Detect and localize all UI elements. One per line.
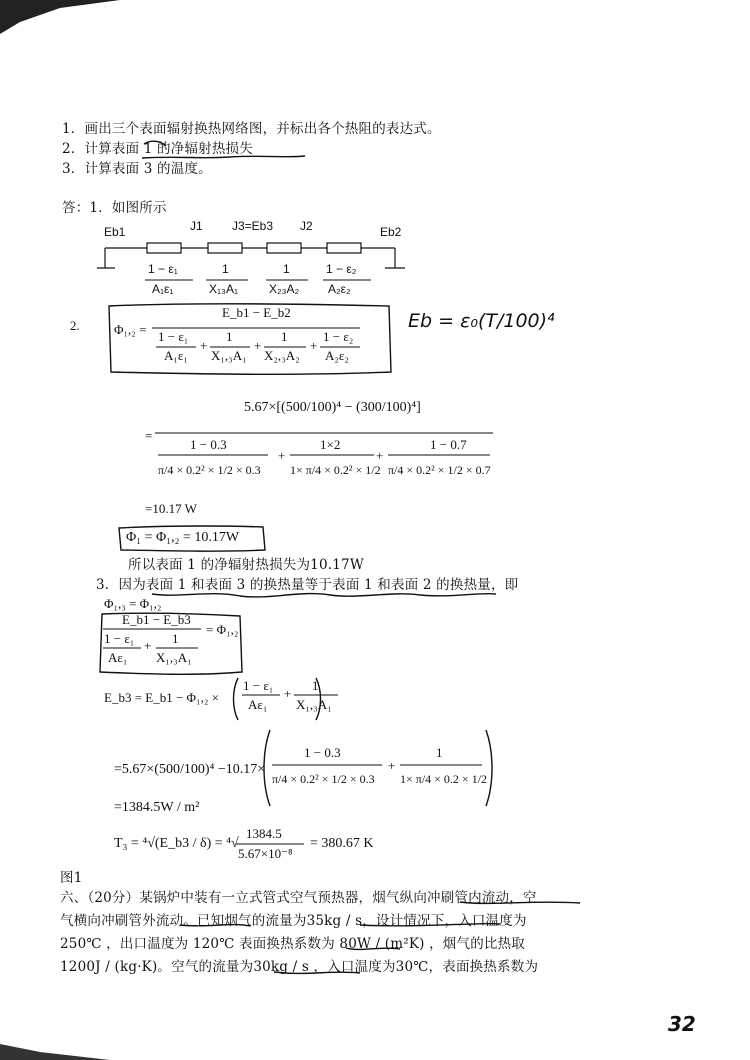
eb3-lhs: E_b3 = E_b1 − Φ₁,₂ × bbox=[104, 690, 219, 705]
eb3-t1-num: 1 − ε₁ bbox=[243, 678, 274, 693]
eb3-t2-num: 1 bbox=[312, 678, 319, 693]
r4-num: 1 − ε₂ bbox=[326, 262, 357, 276]
question-3: 3．计算表面 3 的温度。 bbox=[62, 161, 212, 177]
phi12-plus-2: + bbox=[254, 338, 262, 353]
phi12-t2-den: X₁,₃A₁ bbox=[211, 348, 247, 363]
node-j2: J2 bbox=[300, 219, 313, 233]
question-1: 1．画出三个表面辐射换热网络图，并标出各个热阻的表达式。 bbox=[62, 121, 441, 137]
part2-conclusion: 所以表面 1 的净辐射热损失为10.17W bbox=[128, 557, 364, 573]
s1-num: 1 − 0.3 bbox=[304, 745, 341, 760]
phi12-t3-num: 1 bbox=[281, 329, 288, 344]
eb3-t2-den: X₁,₃A₁ bbox=[296, 697, 332, 712]
s2-den: 1× π/4 × 0.2 × 1/2 bbox=[400, 772, 488, 786]
sub-d3-bar bbox=[388, 454, 492, 457]
question-2: 2．计算表面 1 的净辐射热损失 bbox=[62, 141, 253, 157]
part2-result: =10.17 W bbox=[145, 501, 197, 516]
t3-result: = 380.67 K bbox=[310, 836, 374, 851]
problem6-line-1: 六、（20分）某锅炉中装有一立式管式空气预热器，烟气纵向冲刷管内流动，空 bbox=[60, 890, 537, 906]
part3-eq1: Φ₁,₃ = Φ₁,₂ bbox=[104, 596, 162, 611]
s-plus: + bbox=[388, 758, 396, 773]
phi12-t4-num: 1 − ε₂ bbox=[323, 329, 354, 344]
scan-shadow-bottom-left bbox=[0, 1040, 110, 1060]
handwritten-underline-part3 bbox=[150, 582, 500, 602]
box-rhs: = Φ₁,₂ bbox=[206, 622, 239, 637]
phi12-lhs: Φ₁,₂ = bbox=[114, 322, 147, 337]
scan-shadow-top-left bbox=[0, 0, 120, 40]
phi12-plus-3: + bbox=[310, 338, 318, 353]
eb3-sub-lhs: =5.67×(500/100)⁴ −10.17× bbox=[114, 762, 266, 777]
eb3-plus: + bbox=[284, 686, 292, 701]
phi12-numerator: E_b1 − E_b2 bbox=[222, 305, 291, 320]
sub-d2-bar bbox=[290, 454, 376, 457]
sub-plus-1: + bbox=[278, 448, 286, 463]
phi12-t4-den: A₂ε₂ bbox=[325, 348, 349, 363]
handwritten-underlines-problem6 bbox=[60, 900, 600, 980]
phi12-t3-den: X₂,₃A₂ bbox=[264, 348, 300, 363]
problem6-line-4: 1200J / (kg·K)。空气的流量为30kg / s ，入口温度为30℃，表面换热系数为 bbox=[60, 959, 539, 975]
t3-lhs: T₃ = ⁴√(E_b3 / δ) = ⁴√ bbox=[114, 836, 239, 851]
sub-d1-num: 1 − 0.3 bbox=[190, 437, 227, 452]
node-j1: J1 bbox=[190, 219, 203, 233]
phi12-plus-1: + bbox=[200, 338, 208, 353]
node-eb2: Eb2 bbox=[380, 225, 402, 239]
node-eb1: Eb1 bbox=[104, 225, 126, 239]
sub-d1-den: π/4 × 0.2² × 1/2 × 0.3 bbox=[158, 463, 261, 477]
phi12-t1-den: A₁ε₁ bbox=[164, 348, 188, 363]
s2-bar bbox=[400, 764, 484, 767]
r2-den: X₁₃A₁ bbox=[209, 282, 238, 296]
box-t1-den: Aε₁ bbox=[108, 650, 128, 665]
s1-den: π/4 × 0.2² × 1/2 × 0.3 bbox=[272, 772, 375, 786]
t3-num: 1384.5 bbox=[246, 826, 282, 841]
problem6-line-2: 气横向冲刷管外流动。已知烟气的流量为35kg / s，设计情况下，入口温度为 bbox=[60, 913, 527, 929]
sub-main-bar bbox=[155, 432, 495, 435]
part3-intro: 3．因为表面 1 和表面 3 的换热量等于表面 1 和表面 2 的换热量，即 bbox=[96, 577, 519, 593]
sub-equals: = bbox=[145, 428, 153, 443]
sub-d2-den: 1× π/4 × 0.2² × 1/2 bbox=[290, 463, 381, 477]
sub-d2-num: 1×2 bbox=[320, 437, 341, 452]
box-numerator: E_b1 − E_b3 bbox=[122, 612, 191, 627]
eb3-t1-den: Aε₁ bbox=[248, 697, 268, 712]
part2-number: 2. bbox=[70, 318, 80, 333]
sub-d1-bar bbox=[158, 454, 270, 457]
node-j3: J3=Eb3 bbox=[232, 219, 274, 233]
phi12-t1-num: 1 − ε₁ bbox=[158, 329, 189, 344]
box-t2-den: X₁,₃A₁ bbox=[156, 650, 192, 665]
figure-label: 图1 bbox=[60, 870, 83, 886]
eb3-sub-paren bbox=[262, 728, 494, 808]
phi1-boxed: Φ₁ = Φ₁,₂ = 10.17W bbox=[126, 530, 240, 545]
page-number: 32 bbox=[668, 1012, 696, 1036]
r3-den: X₂₃A₂ bbox=[269, 282, 300, 296]
r2-num: 1 bbox=[222, 262, 229, 276]
eb3-result: =1384.5W / m² bbox=[114, 800, 200, 815]
r1-den: A₁ε₁ bbox=[152, 282, 174, 296]
box-t2-num: 1 bbox=[172, 631, 179, 646]
network-wires bbox=[95, 238, 415, 278]
s1-bar bbox=[272, 764, 384, 767]
r3-num: 1 bbox=[283, 262, 290, 276]
handwritten-underline-q2 bbox=[140, 140, 310, 162]
box-plus: + bbox=[144, 638, 152, 653]
t3-den: 5.67×10⁻⁸ bbox=[238, 846, 293, 861]
sub-d3-num: 1 − 0.7 bbox=[430, 437, 467, 452]
sub-plus-2: + bbox=[376, 448, 384, 463]
handwritten-eb-formula: Eb = ε₀(T/100)⁴ bbox=[408, 310, 555, 332]
r1-num: 1 − ε₁ bbox=[148, 262, 178, 276]
problem6-line-3: 250℃ ，出口温度为 120℃ 表面换热系数为 80W / (m²K) ，烟气的比热取 bbox=[60, 936, 526, 952]
sub-numerator: 5.67×[(500/100)⁴ − (300/100)⁴] bbox=[244, 400, 421, 415]
s2-num: 1 bbox=[436, 745, 443, 760]
r4-den: A₂ε₂ bbox=[328, 282, 351, 296]
sub-d3-den: π/4 × 0.2² × 1/2 × 0.7 bbox=[388, 463, 491, 477]
answer-label: 答：1．如图所示 bbox=[62, 200, 167, 216]
box-t1-num: 1 − ε₁ bbox=[104, 631, 135, 646]
phi12-t2-num: 1 bbox=[226, 329, 233, 344]
